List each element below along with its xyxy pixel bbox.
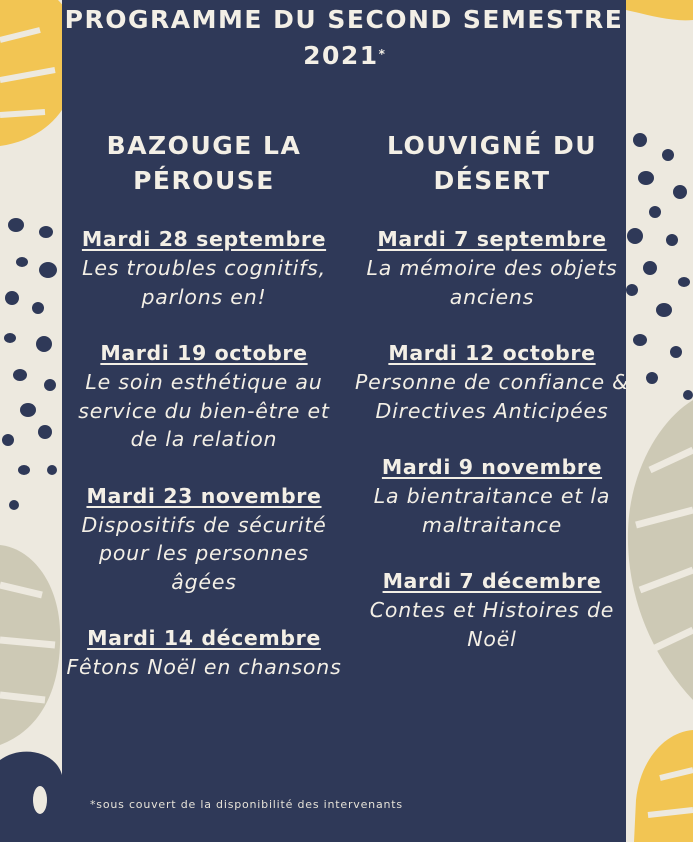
event-topic: Dispositifs de sécurité pour les personnes âgées <box>81 512 327 594</box>
beige-leaf-left <box>0 545 60 745</box>
program-title <box>62 2 626 74</box>
beige-leaf-right <box>628 400 693 700</box>
event-topic: Contes et Histoires de Noël <box>369 598 615 651</box>
event-item <box>352 453 632 539</box>
event-date: Mardi 7 septembre <box>377 227 607 251</box>
event-date: Mardi 12 octobre <box>388 341 596 365</box>
event-topic: Le soin esthétique au service du bien-être et de la relation <box>78 370 330 451</box>
navy-leaf-bottom-left <box>0 752 62 842</box>
town-heading: LOUVIGNÉ DU DÉSERT <box>386 131 598 195</box>
column-louvigne <box>352 128 632 681</box>
title-asterisk: * <box>378 47 385 61</box>
event-topic: La mémoire des objets anciens <box>366 256 618 309</box>
event-date: Mardi 14 décembre <box>87 626 321 650</box>
town-heading: BAZOUGE LA PÉROUSE <box>106 131 302 195</box>
column-bazouge <box>64 128 344 710</box>
event-date: Mardi 23 novembre <box>86 483 322 508</box>
yellow-leaf-bottom-right <box>634 730 693 842</box>
event-topic: La bientraitance et la maltraitance <box>373 484 611 537</box>
event-item <box>352 225 632 311</box>
event-item <box>64 482 344 597</box>
event-topic: Fêtons Noël en chansons <box>66 655 342 679</box>
event-date: Mardi 9 novembre <box>381 455 603 479</box>
title-line-2 <box>62 38 626 74</box>
event-topic: Personne de confiance & Directives Anticipées <box>355 370 629 423</box>
event-item <box>352 567 632 653</box>
dots-left <box>2 218 57 510</box>
program-panel <box>62 0 629 842</box>
event-item <box>64 339 344 454</box>
title-line-1: PROGRAMME DU SECOND SEMESTRE <box>64 5 624 34</box>
footnote: *sous couvert de la disponibilité des intervenants <box>90 798 403 811</box>
event-date: Mardi 19 octobre <box>100 341 308 365</box>
dots-right <box>626 133 693 400</box>
yellow-leaf-top-right <box>626 0 693 20</box>
event-item <box>352 339 632 425</box>
title-year: 2021 <box>303 41 379 70</box>
event-date: Mardi 28 septembre <box>81 227 327 251</box>
event-item <box>64 225 344 311</box>
event-topic: Les troubles cognitifs, parlons en! <box>82 256 326 309</box>
event-item <box>64 624 344 682</box>
event-date: Mardi 7 décembre <box>382 569 602 593</box>
